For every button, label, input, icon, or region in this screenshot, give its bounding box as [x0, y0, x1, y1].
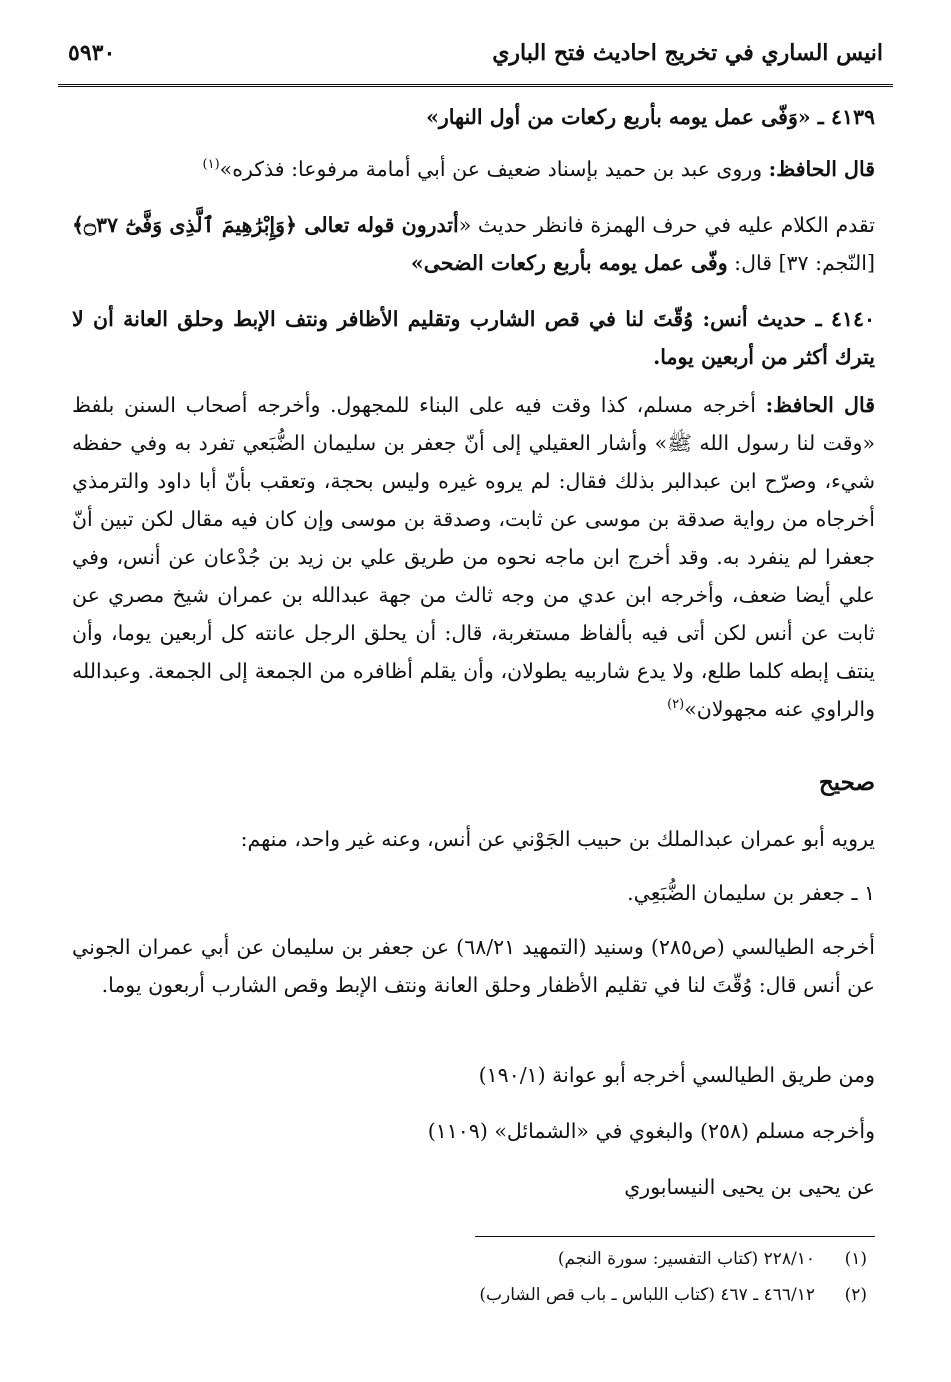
hadith-4139-title: ٤١٣٩ ـ «وَفّى عمل يومه بأربع ركعات من أول النهار»: [426, 105, 875, 129]
takhrij-paragraph: أخرجه الطيالسي (ص٢٨٥) وسنيد (التمهيد ٦٨/٢١) عن جعفر بن سليمان عن أبي عمران الجوني عن أنس قال: وُقّتَ لنا في تقليم الأظفار وحلق العانة ونتف الإبط وقص الشارب أربعون يوما.: [72, 935, 876, 997]
hadith-4139-hafiz: [72, 150, 875, 188]
takhrij-line-1: ومن طريق الطيالسي أخرجه أبو عوانة (١٩٠/١): [478, 1063, 875, 1087]
footnote-2: [72, 1282, 867, 1308]
footnote-number: (٢): [844, 1285, 867, 1305]
takhrij-line-3: عن يحيى بن يحيى النيسابوري: [624, 1175, 875, 1199]
section-heading: صحيح: [818, 769, 875, 796]
hafiz-label: قال الحافظ:: [765, 393, 875, 417]
footnote-1: [72, 1246, 867, 1272]
para-intro: تقدم الكلام عليه في حرف الهمزة فانظر حديث «: [458, 213, 875, 237]
hadith-4140-text: وُقّتَ لنا في قص الشارب وتقليم الأظافر ونتف الإبط وحلق العانة أن لا يترك أكثر من أربعين يوما.: [72, 307, 875, 369]
page-number: ٥٩٣٠: [68, 40, 116, 66]
hafiz-text: أخرجه مسلم، كذا وقت فيه على البناء للمجهول. وأخرجه أصحاب السنن بلفظ «وقت لنا رسول الله ﷺ» وأشار العقيلي إلى أنّ جعفر بن سليمان الضُّبَعي تفرد به وفي حفظه شيء، وصرّح ابن عبدالبر بذلك فقال: لم يروه غيره وليس بحجة، وتعقب بأنّ أبا داود والترمذي أخرجاه من رواية صدقة بن موسى عن ثابت، وصدقة بن موسى وإن كان فيه مقال لكن تبين أنّ جعفرا لم ينفرد به. وقد أخرج ابن ماجه نحوه من طريق علي بن زيد بن جُدْعان عن أنس، وفي علي أيضا ضعف، وأخرجه ابن عدي من وجه ثالث من جهة عبدالله بن عمران شيخ مصري عن ثابت عن أنس لكن أتى فيه بألفاظ مستغربة، قال: أن يحلق الرجل عانته كل أربعين يوما، وأن ينتف إبطه كلما طلع، ولا يدع شاربيه يطولان، وأن يقلم أظافره من الجمعة إلى الجمعة. وعبدالله والراوي عنه مجهولان»: [72, 393, 875, 721]
takhrij-line-2: وأخرجه مسلم (٢٥٨) والبغوي في «الشمائل» (١١٠٩): [427, 1119, 875, 1143]
narrator-item-1: ١ ـ جعفر بن سليمان الضُّبَعِي.: [627, 881, 875, 905]
running-header: [58, 34, 893, 87]
hadith-4140-hafiz: [72, 386, 875, 728]
footnote-ref-1: (١): [202, 157, 220, 173]
hadith-4140-number: ٤١٤٠ ـ حديث أنس:: [693, 307, 875, 331]
hafiz-label: قال الحافظ:: [768, 157, 875, 181]
hadith-4139-paragraph: [72, 206, 875, 282]
footnote-text: ٢٢٨/١٠ (كتاب التفسير: سورة النجم): [557, 1249, 815, 1269]
sahih-intro: يرويه أبو عمران عبدالملك بن حبيب الجَوْني عن أنس، وعنه غير واحد، منهم:: [240, 827, 875, 851]
book-title: انيس الساري في تخريج احاديث فتح الباري: [492, 40, 883, 66]
footnote-ref-2: (٢): [667, 697, 685, 713]
footnote-separator: [475, 1236, 875, 1237]
para-bold-quote: أتدرون قوله تعالى ﴿وَإِبْرَٰهِيمَ ٱلَّذِى وَفَّىٰٓ ۝٣٧﴾: [72, 213, 459, 237]
para-bold-end: وفّى عمل يومه بأربع ركعات الضحى»: [410, 251, 728, 275]
footnote-number: (١): [844, 1249, 867, 1269]
footnote-text: ٤٦٦/١٢ ـ ٤٦٧ (كتاب اللباس ـ باب قص الشارب): [479, 1285, 815, 1305]
hafiz-text: وروى عبد بن حميد بإسناد ضعيف عن أبي أمامة مرفوعا: فذكره»: [219, 157, 763, 181]
para-mid: [النّجم: ٣٧] قال:: [727, 251, 875, 275]
hadith-4140-title: [72, 300, 875, 376]
